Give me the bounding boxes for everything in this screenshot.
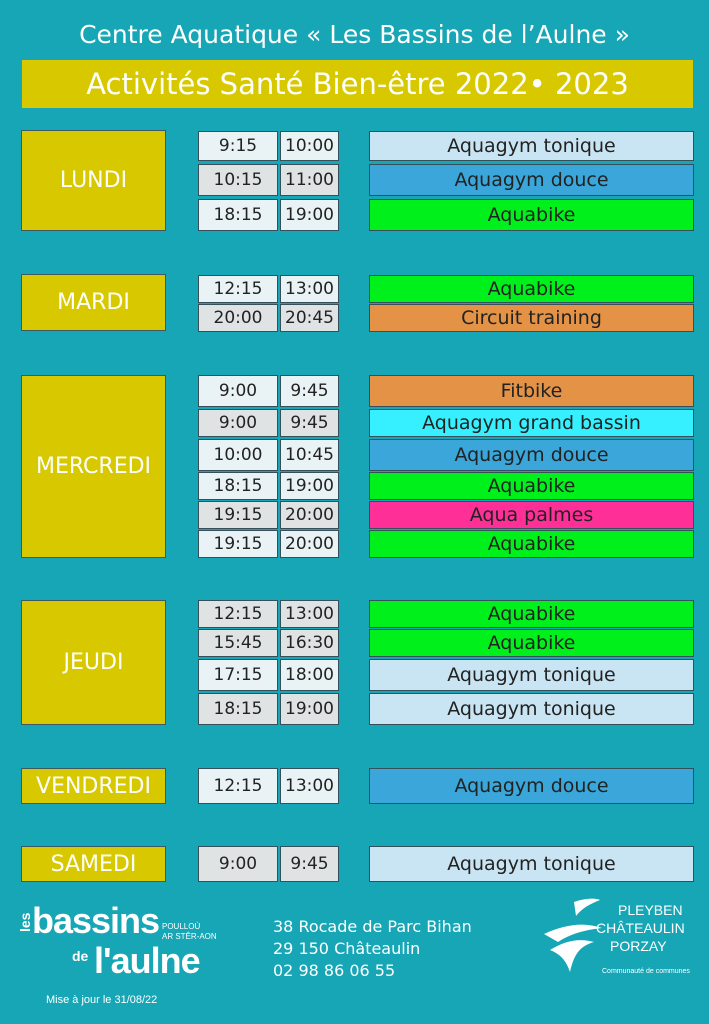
start-time: 18:15 [198, 472, 278, 500]
start-time: 18:15 [198, 693, 278, 725]
end-time: 16:30 [280, 629, 339, 657]
end-time: 11:00 [280, 164, 339, 196]
activity-cell: Aquabike [369, 530, 694, 558]
start-time: 9:00 [198, 409, 278, 437]
start-time: 10:15 [198, 164, 278, 196]
end-time: 9:45 [280, 409, 339, 437]
logo-aulne-text: l'aulne [94, 940, 200, 981]
season-banner: Activités Santé Bien-être 2022• 2023 [22, 60, 693, 108]
end-time: 10:45 [280, 439, 339, 471]
cc-line1: PLEYBEN [618, 902, 683, 918]
activity-cell: Aqua palmes [369, 501, 694, 529]
day-label-vendredi: VENDREDI [21, 768, 166, 804]
cc-line3: PORZAY [610, 938, 667, 954]
end-time: 10:00 [280, 131, 339, 161]
day-label-lundi: LUNDI [21, 130, 166, 231]
day-label-mardi: MARDI [21, 274, 166, 331]
activity-cell: Aquagym tonique [369, 846, 694, 882]
end-time: 20:00 [280, 501, 339, 529]
start-time: 9:00 [198, 846, 278, 882]
end-time: 19:00 [280, 693, 339, 725]
logo-breton-line2: AR STÊR-AON [162, 932, 217, 941]
activity-cell: Aquagym douce [369, 164, 694, 196]
community-logo [540, 894, 700, 984]
phone-number: 02 98 86 06 55 [273, 961, 396, 980]
activity-cell: Aquabike [369, 275, 694, 303]
bassins-logo [14, 902, 244, 982]
activity-cell: Aquagym tonique [369, 131, 694, 161]
address-line1: 38 Rocade de Parc Bihan [273, 917, 472, 936]
start-time: 12:15 [198, 768, 278, 804]
activity-cell: Aquagym douce [369, 439, 694, 471]
start-time: 18:15 [198, 199, 278, 231]
activity-cell: Aquagym tonique [369, 659, 694, 691]
start-time: 19:15 [198, 530, 278, 558]
logo-bassins-text: bassins [32, 900, 160, 941]
activity-cell: Aquagym grand bassin [369, 409, 694, 437]
activity-cell: Aquagym douce [369, 768, 694, 804]
end-time: 18:00 [280, 659, 339, 691]
end-time: 20:00 [280, 530, 339, 558]
update-date: Mise à jour le 31/08/22 [46, 994, 158, 1006]
start-time: 12:15 [198, 600, 278, 628]
start-time: 10:00 [198, 439, 278, 471]
address-block [273, 916, 472, 982]
start-time: 9:00 [198, 375, 278, 407]
start-time: 19:15 [198, 501, 278, 529]
activity-cell: Aquabike [369, 600, 694, 628]
logo-de-text: de [72, 948, 89, 964]
end-time: 9:45 [280, 375, 339, 407]
activity-cell: Aquabike [369, 629, 694, 657]
start-time: 17:15 [198, 659, 278, 691]
start-time: 20:00 [198, 304, 278, 332]
address-line2: 29 150 Châteaulin [273, 939, 421, 958]
activity-cell: Circuit training [369, 304, 694, 332]
page-title: Centre Aquatique « Les Bassins de l’Aulne » [79, 20, 630, 49]
activity-cell: Aquabike [369, 199, 694, 231]
end-time: 13:00 [280, 768, 339, 804]
start-time: 9:15 [198, 131, 278, 161]
end-time: 20:45 [280, 304, 339, 332]
end-time: 19:00 [280, 199, 339, 231]
logo-les-text: les [17, 912, 33, 932]
activity-cell: Fitbike [369, 375, 694, 407]
start-time: 15:45 [198, 629, 278, 657]
end-time: 13:00 [280, 275, 339, 303]
day-label-jeudi: JEUDI [21, 600, 166, 725]
logo-breton-line1: POULLOÙ [162, 922, 201, 931]
cc-line2: CHÂTEAULIN [596, 920, 685, 936]
activity-cell: Aquagym tonique [369, 693, 694, 725]
activity-cell: Aquabike [369, 472, 694, 500]
day-label-mercredi: MERCREDI [21, 375, 166, 558]
end-time: 9:45 [280, 846, 339, 882]
cc-line4: Communauté de communes [602, 968, 690, 975]
start-time: 12:15 [198, 275, 278, 303]
day-label-samedi: SAMEDI [21, 846, 166, 882]
end-time: 19:00 [280, 472, 339, 500]
end-time: 13:00 [280, 600, 339, 628]
